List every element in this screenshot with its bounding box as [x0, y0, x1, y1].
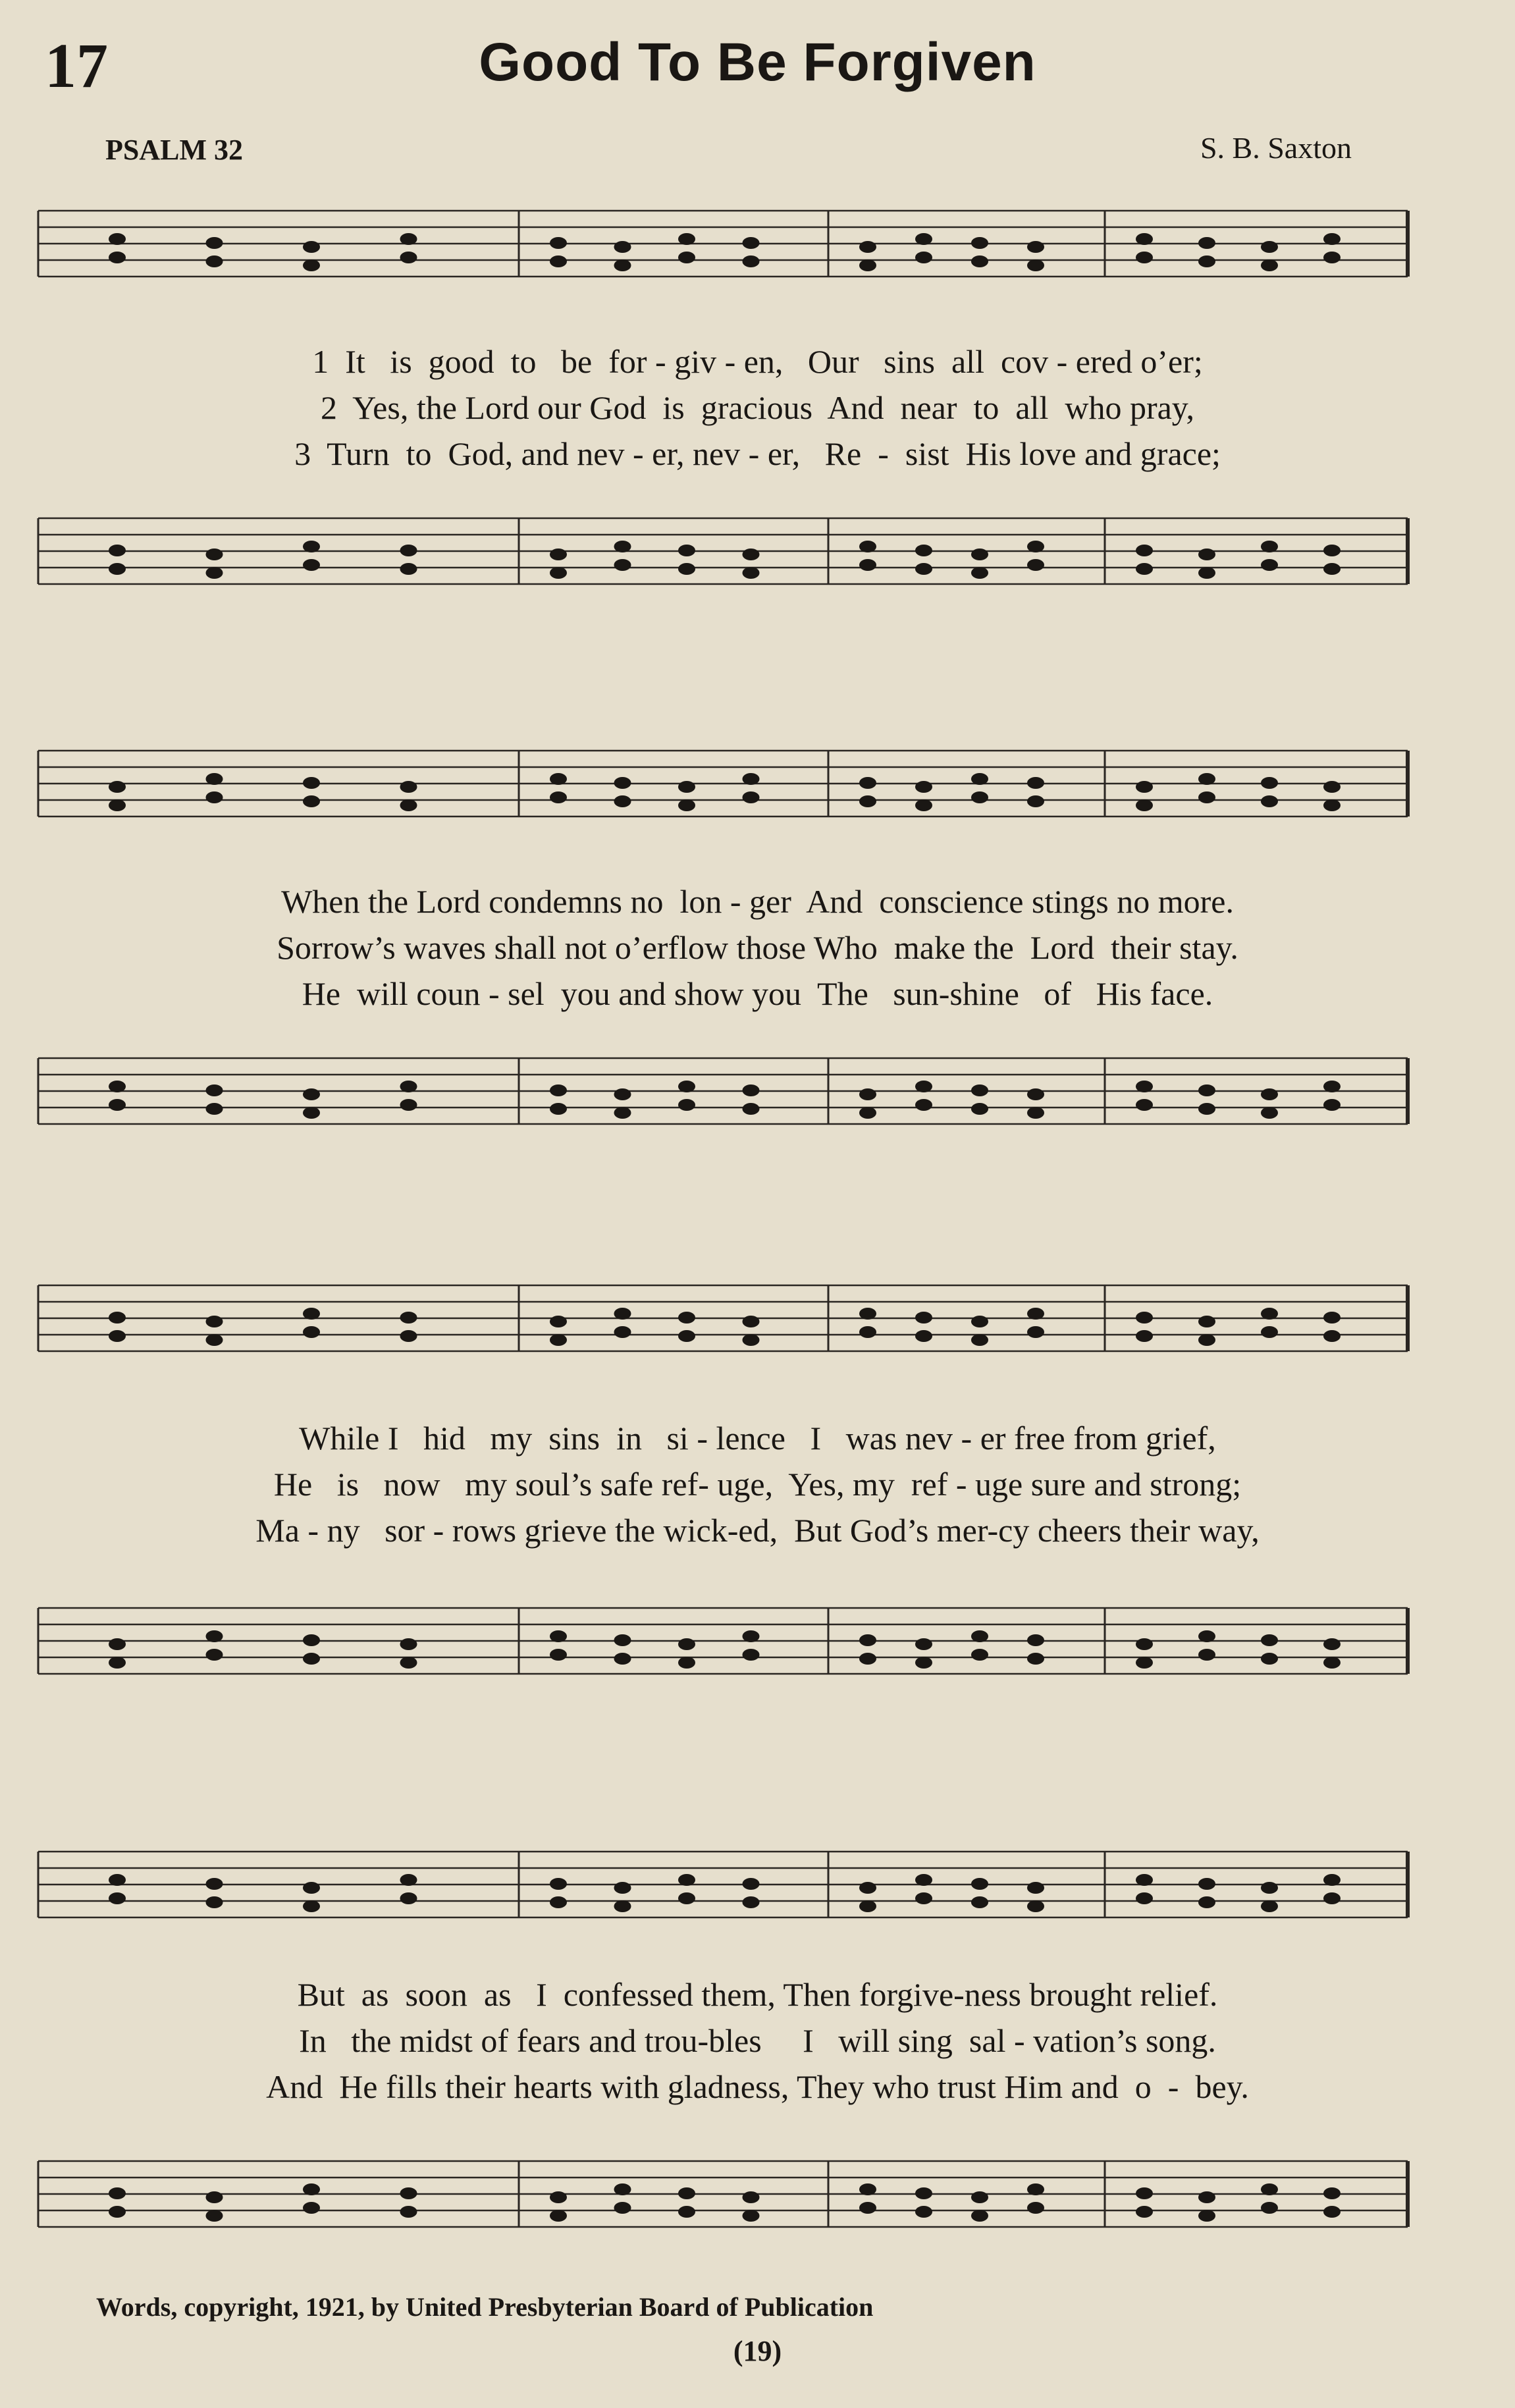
- note-head: [678, 1081, 695, 1092]
- note-head: [1323, 1892, 1341, 1904]
- note-head: [743, 255, 760, 267]
- note-head: [1261, 1882, 1278, 1894]
- note-head: [743, 1103, 760, 1115]
- note-head: [550, 1334, 567, 1346]
- bass-staff-lines: [38, 2160, 1408, 2242]
- note-head: [678, 233, 695, 245]
- lyric-line-3-verse-1: While I hid my sins in si - lence I was nev - er free from grief,: [299, 1420, 1216, 1457]
- note-head: [303, 1107, 320, 1119]
- note-head: [109, 2187, 126, 2199]
- note-head: [303, 795, 320, 807]
- note-head: [971, 237, 988, 249]
- note-head: [915, 1312, 932, 1324]
- note-head: [859, 1634, 876, 1646]
- note-head: [1027, 1634, 1044, 1646]
- note-head: [1323, 2206, 1341, 2218]
- note-head: [743, 1649, 760, 1661]
- note-head: [1136, 233, 1153, 245]
- note-head: [971, 2210, 988, 2222]
- note-head: [109, 563, 126, 575]
- note-head: [614, 1107, 631, 1119]
- lyric-line-2-verse-3: He will coun - sel you and show you The sun-shine of His face.: [302, 975, 1213, 1012]
- treble-staff-system-2: [38, 749, 1408, 832]
- treble-staff-lines: [38, 209, 1408, 292]
- note-head: [109, 233, 126, 245]
- note-head: [915, 1081, 932, 1092]
- note-head: [400, 2187, 417, 2199]
- note-head: [971, 2191, 988, 2203]
- note-head: [614, 1634, 631, 1646]
- psalm-reference: PSALM 32: [105, 134, 243, 166]
- note-head: [303, 1308, 320, 1320]
- note-head: [915, 2187, 932, 2199]
- note-head: [206, 1103, 223, 1115]
- note-head: [550, 1896, 567, 1908]
- note-head: [614, 1088, 631, 1100]
- note-head: [971, 255, 988, 267]
- note-head: [1136, 545, 1153, 556]
- note-head: [678, 563, 695, 575]
- note-head: [1323, 1657, 1341, 1669]
- note-head: [400, 1657, 417, 1669]
- bass-staff-lines: [38, 1607, 1408, 1689]
- note-head: [109, 1081, 126, 1092]
- note-head: [678, 1657, 695, 1669]
- note-head: [743, 773, 760, 785]
- note-head: [1136, 1330, 1153, 1342]
- note-head: [1323, 781, 1341, 793]
- note-head: [1261, 259, 1278, 271]
- note-head: [400, 799, 417, 811]
- note-head: [400, 1312, 417, 1324]
- note-head: [743, 1334, 760, 1346]
- note-head: [678, 1874, 695, 1886]
- note-head: [678, 1312, 695, 1324]
- note-head: [614, 1882, 631, 1894]
- note-head: [400, 1099, 417, 1111]
- note-head: [109, 1892, 126, 1904]
- note-head: [400, 233, 417, 245]
- note-head: [971, 1103, 988, 1115]
- note-head: [1027, 1107, 1044, 1119]
- note-head: [971, 791, 988, 803]
- note-head: [859, 541, 876, 552]
- note-head: [1261, 1326, 1278, 1338]
- note-head: [1027, 241, 1044, 253]
- note-head: [915, 252, 932, 263]
- bass-staff-system-2: [38, 1057, 1408, 1139]
- treble-staff-lines: [38, 1850, 1408, 1933]
- note-head: [614, 541, 631, 552]
- note-head: [1136, 1638, 1153, 1650]
- note-head: [1136, 2206, 1153, 2218]
- note-head: [1027, 559, 1044, 571]
- note-head: [400, 781, 417, 793]
- note-head: [971, 1334, 988, 1346]
- note-head: [915, 799, 932, 811]
- note-head: [1198, 2191, 1215, 2203]
- note-head: [550, 1103, 567, 1115]
- page-number: (19): [733, 2335, 782, 2367]
- note-head: [1136, 1081, 1153, 1092]
- note-head: [303, 1882, 320, 1894]
- note-head: [1136, 252, 1153, 263]
- note-head: [1198, 1103, 1215, 1115]
- note-head: [1198, 255, 1215, 267]
- note-head: [1027, 259, 1044, 271]
- note-head: [743, 1316, 760, 1327]
- lyric-line-4-verse-3: And He fills their hearts with gladness, They who trust Him and o - bey.: [266, 2068, 1249, 2105]
- note-head: [614, 1900, 631, 1912]
- note-head: [915, 1657, 932, 1669]
- note-head: [206, 548, 223, 560]
- note-head: [1323, 1874, 1341, 1886]
- note-head: [1261, 777, 1278, 789]
- note-head: [1323, 1638, 1341, 1650]
- note-head: [206, 1084, 223, 1096]
- note-head: [550, 1316, 567, 1327]
- note-head: [915, 233, 932, 245]
- lyric-line-3-verse-2: He is now my soul’s safe ref- uge, Yes, my ref - uge sure and strong;: [273, 1466, 1242, 1503]
- lyric-line-1-verse-3: 3 Turn to God, and nev - er, nev - er, Re - sist His love and grace;: [294, 435, 1221, 472]
- note-head: [1261, 795, 1278, 807]
- lyric-line-3-verse-3: Ma - ny sor - rows grieve the wick-ed, But God’s mer-cy cheers their way,: [255, 1512, 1260, 1549]
- note-head: [109, 252, 126, 263]
- lyric-line-1-verse-2: 2 Yes, the Lord our God is gracious And near to all who pray,: [320, 389, 1195, 426]
- note-head: [206, 1316, 223, 1327]
- note-head: [109, 1657, 126, 1669]
- note-head: [915, 1330, 932, 1342]
- note-head: [1323, 545, 1341, 556]
- note-head: [1136, 2187, 1153, 2199]
- note-head: [1198, 791, 1215, 803]
- note-head: [400, 1638, 417, 1650]
- note-head: [614, 1308, 631, 1320]
- note-head: [971, 1649, 988, 1661]
- note-head: [1136, 781, 1153, 793]
- note-head: [915, 781, 932, 793]
- note-head: [859, 1088, 876, 1100]
- note-head: [550, 791, 567, 803]
- note-head: [1198, 1084, 1215, 1096]
- note-head: [303, 559, 320, 571]
- note-head: [678, 781, 695, 793]
- note-head: [550, 1649, 567, 1661]
- note-head: [1198, 548, 1215, 560]
- note-head: [1323, 252, 1341, 263]
- bass-staff-system-1: [38, 517, 1408, 599]
- note-head: [743, 1630, 760, 1642]
- note-head: [400, 252, 417, 263]
- note-head: [1323, 1099, 1341, 1111]
- note-head: [550, 2191, 567, 2203]
- note-head: [303, 1088, 320, 1100]
- note-head: [206, 1649, 223, 1661]
- treble-staff-system-1: [38, 209, 1408, 292]
- note-head: [678, 2187, 695, 2199]
- note-head: [614, 1326, 631, 1338]
- bass-staff-lines: [38, 517, 1408, 599]
- note-head: [1027, 541, 1044, 552]
- note-head: [859, 1653, 876, 1665]
- note-head: [109, 1638, 126, 1650]
- note-head: [1136, 1099, 1153, 1111]
- note-head: [971, 1084, 988, 1096]
- note-head: [1198, 567, 1215, 579]
- note-head: [1323, 563, 1341, 575]
- note-head: [915, 1099, 932, 1111]
- hymn-number: 17: [45, 30, 108, 101]
- note-head: [859, 1882, 876, 1894]
- note-head: [206, 1878, 223, 1890]
- bass-staff-system-4: [38, 2160, 1408, 2242]
- note-head: [1261, 2183, 1278, 2195]
- note-head: [915, 2206, 932, 2218]
- note-head: [1198, 1316, 1215, 1327]
- note-head: [400, 545, 417, 556]
- note-head: [303, 1653, 320, 1665]
- note-head: [1261, 241, 1278, 253]
- note-head: [743, 1878, 760, 1890]
- note-head: [1027, 1088, 1044, 1100]
- note-head: [614, 241, 631, 253]
- note-head: [1323, 1330, 1341, 1342]
- note-head: [1198, 1878, 1215, 1890]
- note-head: [915, 545, 932, 556]
- note-head: [1198, 1896, 1215, 1908]
- note-head: [303, 541, 320, 552]
- note-head: [109, 1312, 126, 1324]
- note-head: [678, 1638, 695, 1650]
- note-head: [109, 799, 126, 811]
- note-head: [206, 567, 223, 579]
- note-head: [678, 545, 695, 556]
- note-head: [859, 259, 876, 271]
- note-head: [303, 777, 320, 789]
- note-head: [1261, 1653, 1278, 1665]
- note-head: [550, 2210, 567, 2222]
- treble-staff-lines: [38, 749, 1408, 832]
- note-head: [550, 237, 567, 249]
- note-head: [206, 2210, 223, 2222]
- note-head: [1136, 1874, 1153, 1886]
- note-head: [206, 237, 223, 249]
- note-head: [1027, 2202, 1044, 2214]
- lyric-line-4-verse-1: But as soon as I confessed them, Then forgive-ness brought relief.: [297, 1976, 1218, 2013]
- note-head: [1027, 1308, 1044, 1320]
- note-head: [971, 1878, 988, 1890]
- note-head: [1261, 541, 1278, 552]
- note-head: [1198, 1649, 1215, 1661]
- note-head: [678, 252, 695, 263]
- copyright-notice: Words, copyright, 1921, by United Presbyterian Board of Publication: [96, 2292, 874, 2322]
- note-head: [859, 795, 876, 807]
- note-head: [743, 2191, 760, 2203]
- note-head: [1198, 2210, 1215, 2222]
- note-head: [743, 567, 760, 579]
- note-head: [859, 559, 876, 571]
- note-head: [550, 567, 567, 579]
- note-head: [859, 1326, 876, 1338]
- note-head: [678, 1892, 695, 1904]
- note-head: [109, 2206, 126, 2218]
- note-head: [400, 1892, 417, 1904]
- note-head: [109, 1874, 126, 1886]
- note-head: [1198, 237, 1215, 249]
- note-head: [400, 2206, 417, 2218]
- note-head: [915, 1874, 932, 1886]
- note-head: [400, 1874, 417, 1886]
- note-head: [303, 1634, 320, 1646]
- note-head: [743, 548, 760, 560]
- note-head: [1027, 2183, 1044, 2195]
- note-head: [1136, 563, 1153, 575]
- note-head: [109, 1330, 126, 1342]
- note-head: [1261, 2202, 1278, 2214]
- lyric-line-4-verse-2: In the midst of fears and trou-bles I will sing sal - vation’s song.: [299, 2022, 1216, 2059]
- note-head: [859, 241, 876, 253]
- note-head: [859, 777, 876, 789]
- note-head: [1136, 799, 1153, 811]
- note-head: [1027, 1882, 1044, 1894]
- note-head: [614, 795, 631, 807]
- note-head: [678, 799, 695, 811]
- note-head: [1261, 559, 1278, 571]
- note-head: [743, 2210, 760, 2222]
- note-head: [614, 1653, 631, 1665]
- note-head: [859, 1308, 876, 1320]
- note-head: [614, 559, 631, 571]
- note-head: [614, 2202, 631, 2214]
- note-head: [1323, 2187, 1341, 2199]
- note-head: [206, 1334, 223, 1346]
- note-head: [303, 1326, 320, 1338]
- note-head: [303, 259, 320, 271]
- note-head: [971, 567, 988, 579]
- lyric-line-2-verse-1: When the Lord condemns no lon - ger And conscience stings no more.: [281, 883, 1234, 920]
- note-head: [614, 2183, 631, 2195]
- treble-staff-system-4: [38, 1850, 1408, 1933]
- note-head: [1261, 1088, 1278, 1100]
- note-head: [550, 255, 567, 267]
- note-head: [1027, 795, 1044, 807]
- note-head: [303, 2202, 320, 2214]
- note-head: [1027, 1900, 1044, 1912]
- note-head: [206, 255, 223, 267]
- note-head: [1323, 799, 1341, 811]
- note-head: [1136, 1312, 1153, 1324]
- note-head: [971, 773, 988, 785]
- hymn-title: Good To Be Forgiven: [479, 32, 1036, 92]
- note-head: [1027, 777, 1044, 789]
- note-head: [614, 777, 631, 789]
- treble-staff-system-3: [38, 1284, 1408, 1366]
- note-head: [1027, 1326, 1044, 1338]
- note-head: [859, 1900, 876, 1912]
- note-head: [971, 1316, 988, 1327]
- note-head: [1198, 773, 1215, 785]
- note-head: [109, 781, 126, 793]
- note-head: [550, 773, 567, 785]
- note-head: [550, 1878, 567, 1890]
- note-head: [859, 1107, 876, 1119]
- composer-credit: S. B. Saxton: [1200, 131, 1352, 165]
- note-head: [971, 548, 988, 560]
- note-head: [206, 1630, 223, 1642]
- note-head: [915, 1638, 932, 1650]
- lyric-line-2-verse-2: Sorrow’s waves shall not o’erflow those Who make the Lord their stay.: [277, 929, 1238, 966]
- note-head: [859, 2183, 876, 2195]
- note-head: [971, 1896, 988, 1908]
- note-head: [678, 1330, 695, 1342]
- note-head: [1261, 1107, 1278, 1119]
- note-head: [109, 1099, 126, 1111]
- note-head: [1323, 1081, 1341, 1092]
- note-head: [303, 241, 320, 253]
- note-head: [1323, 233, 1341, 245]
- note-head: [303, 1900, 320, 1912]
- note-head: [400, 1330, 417, 1342]
- treble-staff-lines: [38, 1284, 1408, 1366]
- note-head: [1261, 1634, 1278, 1646]
- note-head: [678, 2206, 695, 2218]
- note-head: [614, 259, 631, 271]
- note-head: [915, 1892, 932, 1904]
- note-head: [550, 548, 567, 560]
- note-head: [206, 791, 223, 803]
- note-head: [1261, 1308, 1278, 1320]
- note-head: [303, 2183, 320, 2195]
- note-head: [743, 237, 760, 249]
- note-head: [971, 1630, 988, 1642]
- bass-staff-system-3: [38, 1607, 1408, 1689]
- note-head: [859, 2202, 876, 2214]
- note-head: [206, 1896, 223, 1908]
- note-head: [550, 1630, 567, 1642]
- note-head: [1027, 1653, 1044, 1665]
- note-head: [743, 1896, 760, 1908]
- note-head: [1198, 1334, 1215, 1346]
- note-head: [1323, 1312, 1341, 1324]
- note-head: [400, 563, 417, 575]
- note-head: [1261, 1900, 1278, 1912]
- note-head: [1136, 1892, 1153, 1904]
- note-head: [400, 1081, 417, 1092]
- note-head: [743, 791, 760, 803]
- note-head: [1136, 1657, 1153, 1669]
- note-head: [206, 2191, 223, 2203]
- note-head: [743, 1084, 760, 1096]
- note-head: [206, 773, 223, 785]
- note-head: [109, 545, 126, 556]
- lyric-line-1-verse-1: 1 It is good to be for - giv - en, Our sins all cov - ered o’er;: [312, 343, 1203, 380]
- note-head: [550, 1084, 567, 1096]
- note-head: [678, 1099, 695, 1111]
- note-head: [915, 563, 932, 575]
- note-head: [1198, 1630, 1215, 1642]
- bass-staff-lines: [38, 1057, 1408, 1139]
